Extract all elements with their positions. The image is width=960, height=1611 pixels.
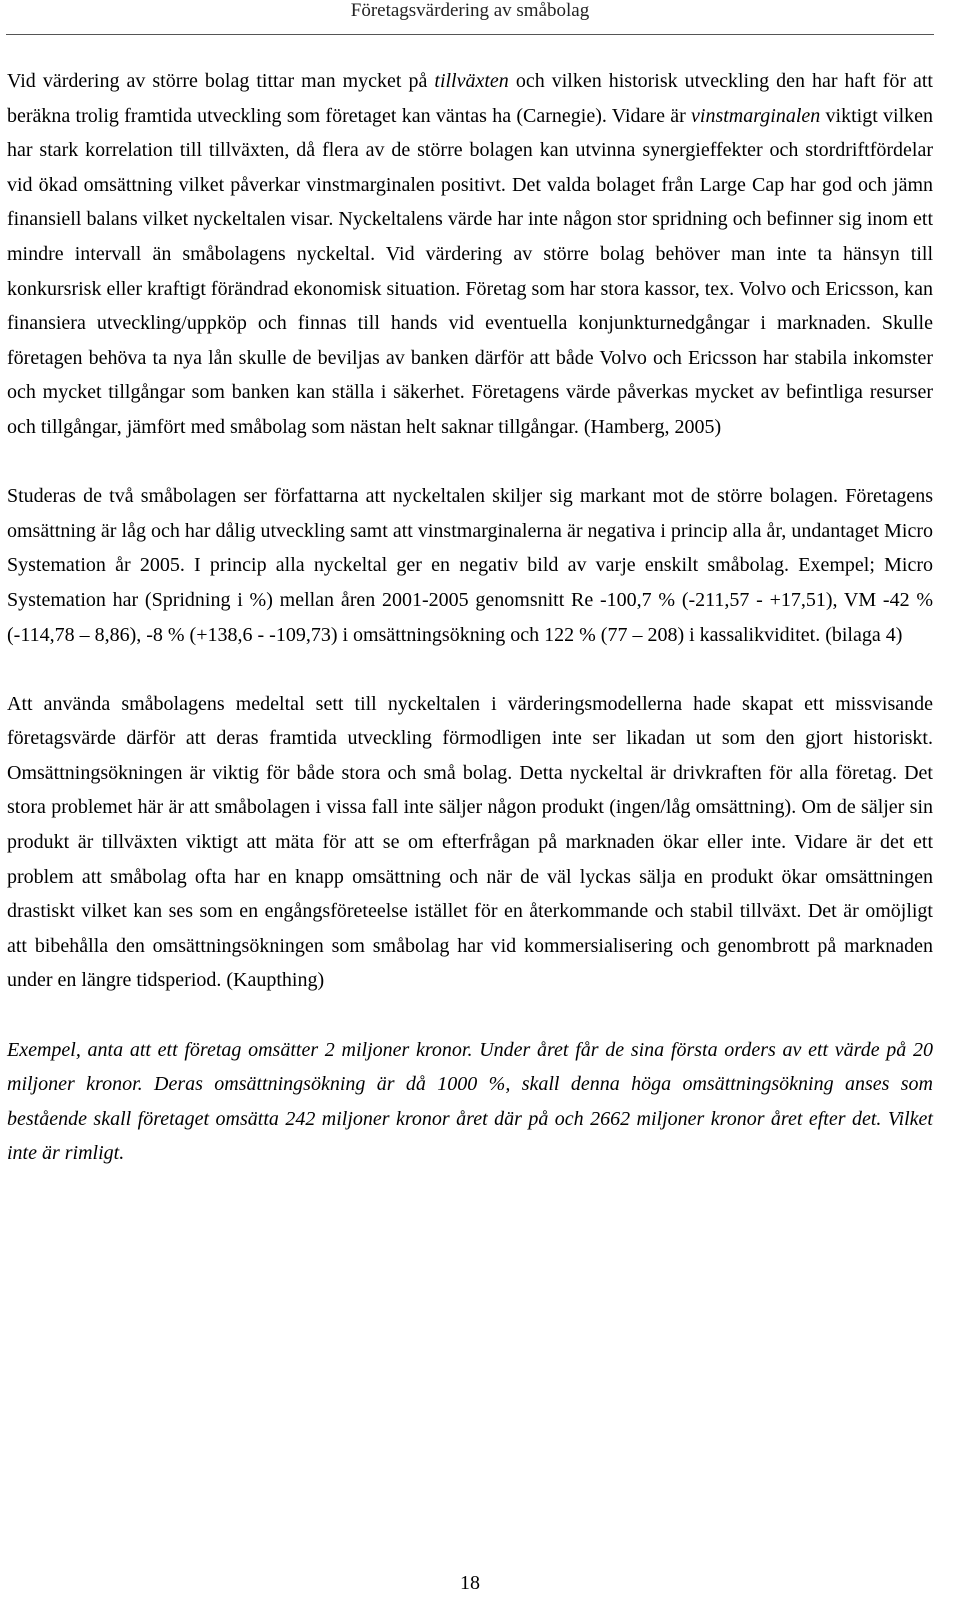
paragraph-large-cap	[7, 64, 933, 445]
page-number: 18	[460, 1572, 480, 1594]
text-run: Vid värdering av större bolag tittar man mycket på	[7, 70, 435, 92]
text-run: och vilken historisk utveckling den har haft för att beräkna trolig framtida utveckling som företaget kan väntas ha (Carnegie). Vidare är	[7, 70, 933, 127]
header-divider	[6, 34, 934, 35]
document-body	[7, 64, 933, 1171]
paragraph-key-figures: Att använda småbolagens medeltal sett till nyckeltalen i värderingsmodellerna hade skapat ett missvisande företagsvärde därför att deras framtida utveckling förmodligen inte ser likadan ut som den gjort historiskt. Omsättningsökningen är viktig för både stora och små bolag. Detta nyckeltal är drivkraften för alla företag. Det stora problemet här är att småbolagen i vissa fall inte säljer någon produkt (ingen/låg omsättning). Om de säljer sin produkt är tillväxten viktigt att mäta för att se om efterfrågan på marknaden ökar eller inte. Vidare är det ett problem att småbolag ofta har en knapp omsättning och när de väl lyckas sälja en produkt ökar omsättningen drastiskt vilket kan ses som en engångsföreteelse istället för en återkommande och stabil tillväxt. Det är omöjligt att bibehålla den omsättningsökningen som småbolag har vid kommersialisering och genombrott på marknaden under en längre tidsperiod. (Kaupthing)	[7, 692, 933, 992]
text-run: viktigt vilken har stark korrelation till tillväxten, då flera av de större bolagen kan utvinna synergieffekter och stordriftfördelar vid ökad omsättning vilket påverkar vinstmarginalen positivt. Det valda bolaget från Large Cap har god och jämn finansiell balans vilket nyckeltalen visar. Nyckeltalens värde har inte någon stor spridning och befinner sig inom ett mindre intervall än småbolagens nyckeltal. Vid värdering av större bolag behöver man inte ta hänsyn till konkursrisk eller kraftigt förändrad ekonomisk situation. Företag som har stora kassor, tex. Volvo och Ericsson, kan finansiera utveckling/uppköp och finnas till hands vid eventuella konjunkturnedgångar i marknaden. Skulle företagen behöva ta nya lån skulle de beviljas av banken därför att både Volvo och Ericsson har stabila inkomster och mycket tillgångar som banken kan ställa i säkerhet. Företagens värde påverkas mycket av befintliga resurser och tillgångar, jämfört med småbolag som nästan helt saknar tillgångar. (Hamberg, 2005)	[7, 104, 934, 438]
paragraph-small-caps: Studeras de två småbolagen ser författarna att nyckeltalen skiljer sig markant mot de större bolagen. Företagens omsättning är låg och har dålig utveckling samt att vinstmarginalerna är negativa i princip alla år, undantaget Micro Systemation år 2005. I princip alla nyckeltal ger en negativ bild av varje enskilt småbolag. Exempel; Micro Systemation har (Spridning i %) mellan åren 2001-2005 genomsnitt Re -100,7 % (-211,57 - +17,51), VM -42 % (-114,78 – 8,86), -8 % (+138,6 - -109,73) i omsättningsökning och 122 % (77 – 208) i kassalikviditet. (bilaga 4)	[7, 485, 933, 646]
emphasis-tillvaxten: tillväxten	[434, 70, 509, 92]
page-header: Företagsvärdering av småbolag	[350, 0, 590, 21]
emphasis-vinstmarginalen: vinstmarginalen	[691, 104, 821, 127]
paragraph-example: Exempel, anta att ett företag omsätter 2 miljoner kronor. Under året får de sina första orders av ett värde på 20 miljoner kronor. Deras omsättningsökning är då 1000 %, skall denna höga omsättningsökning anses som bestående skall företaget omsätta 242 miljoner kronor året där på och 2662 miljoner kronor året efter det. Vilket inte är rimligt.	[7, 1038, 933, 1165]
